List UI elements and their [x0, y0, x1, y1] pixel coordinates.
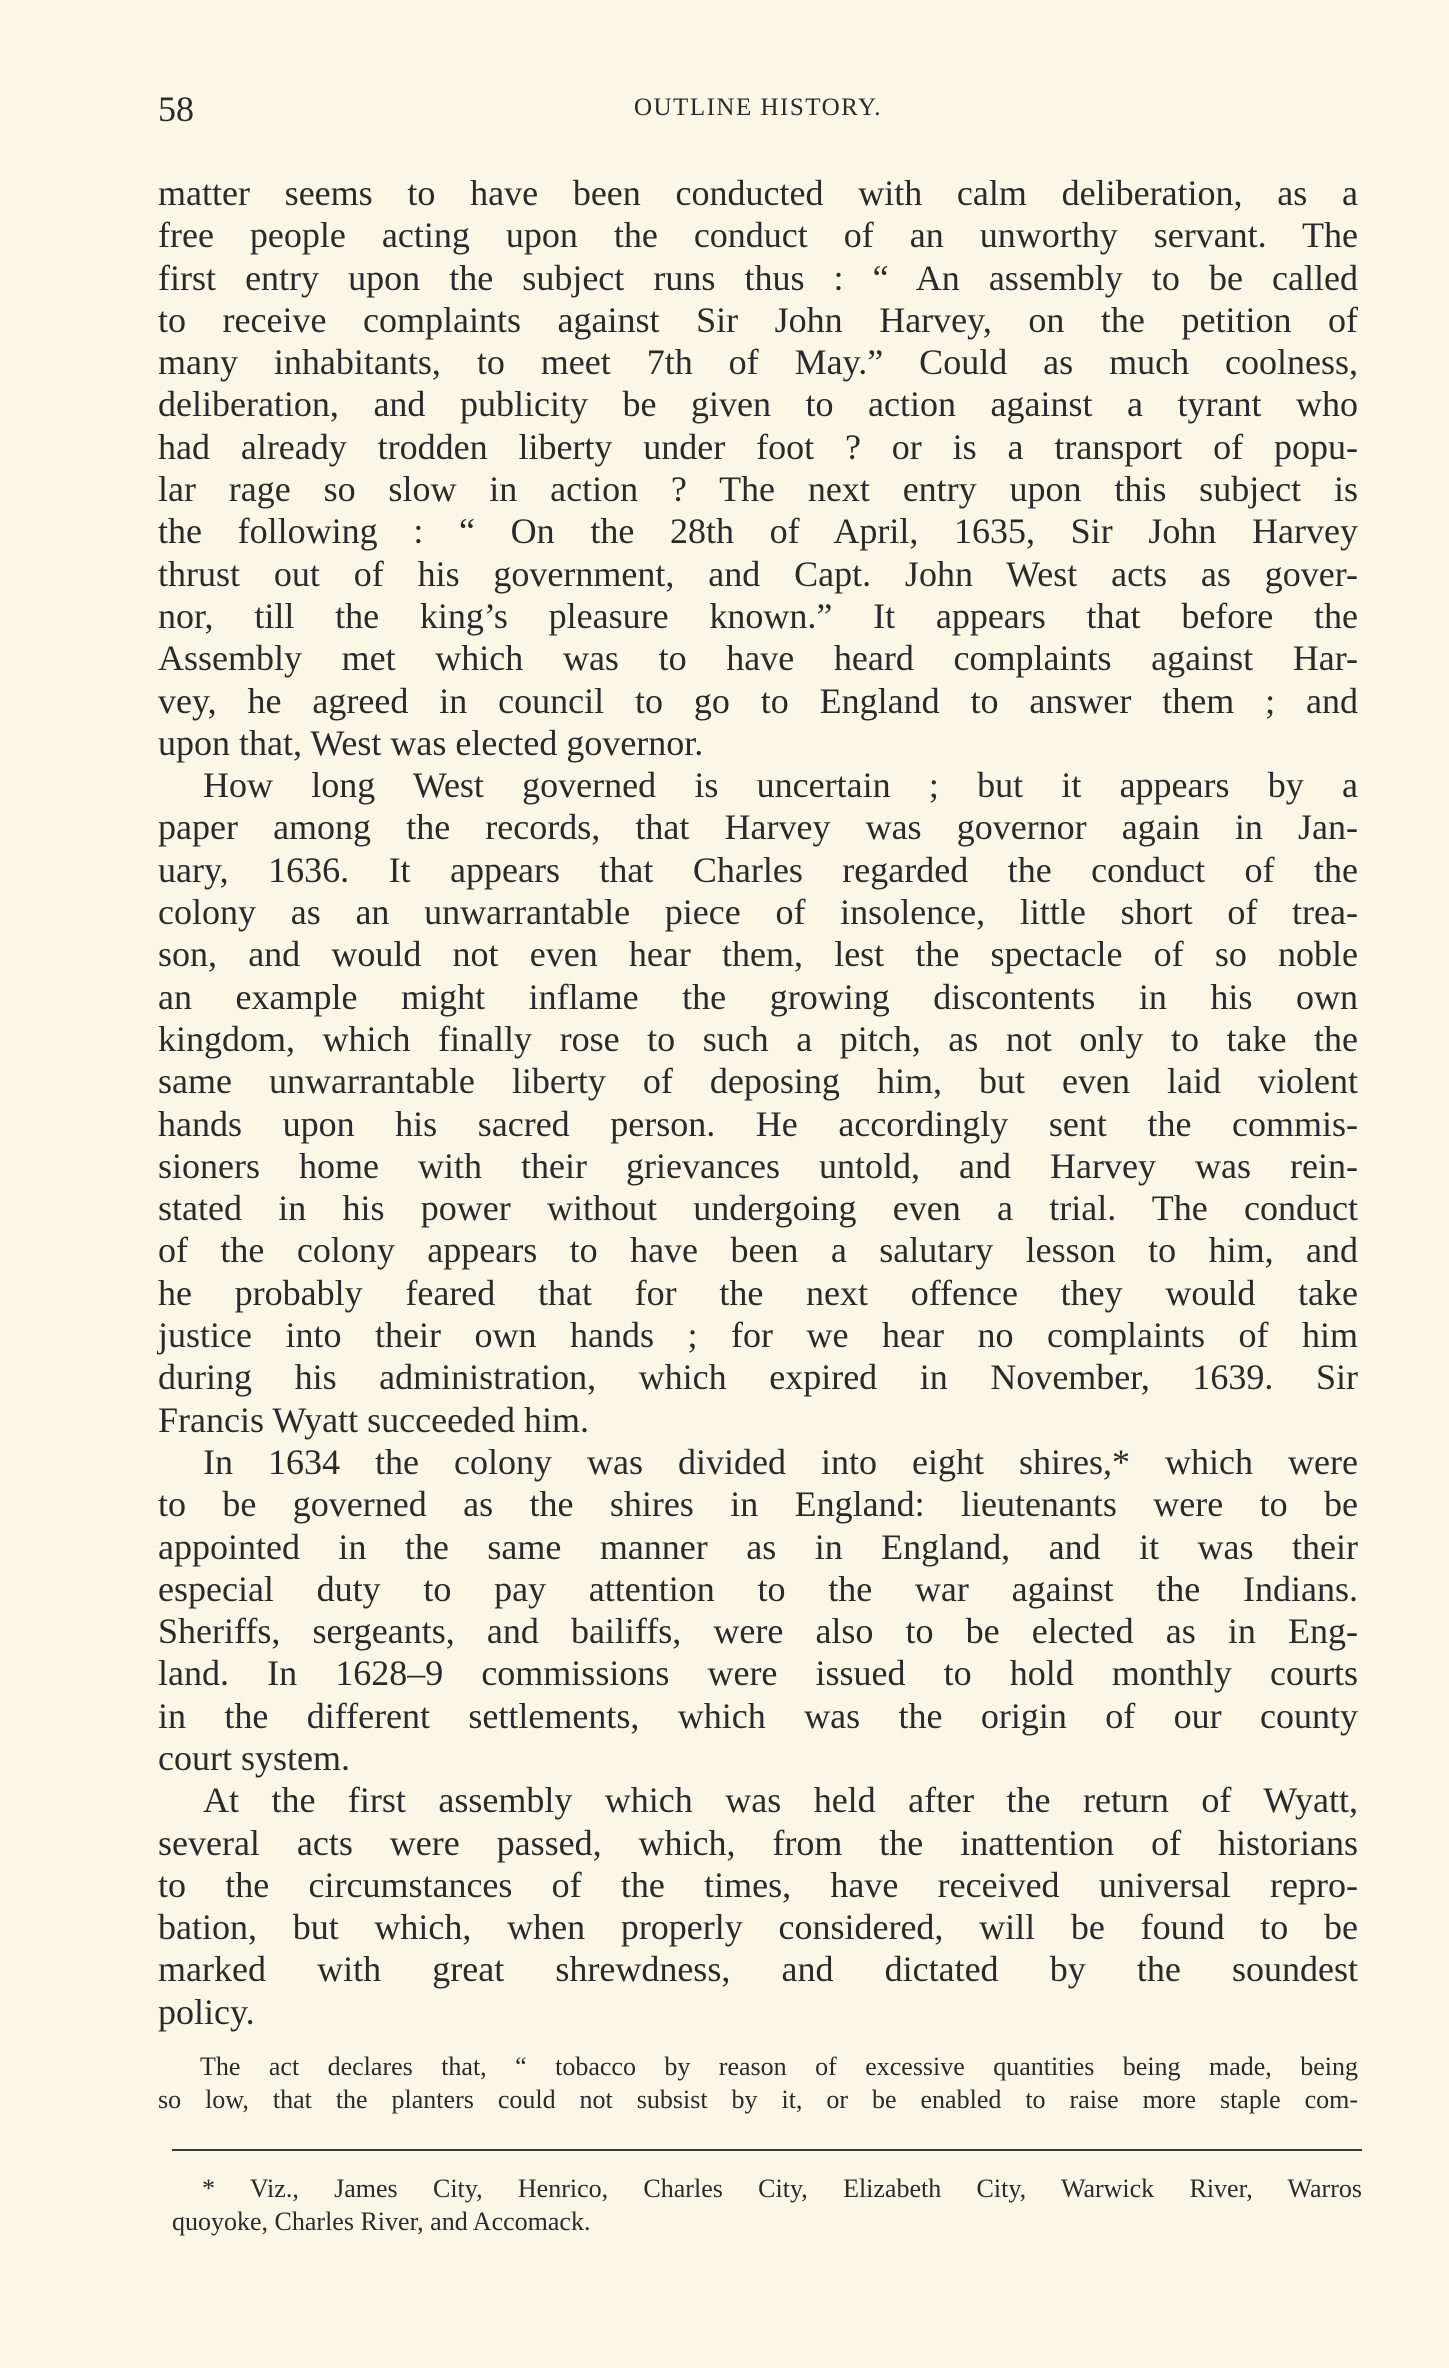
text-line: hands upon his sacred person. He accordingly sent the commis- — [158, 1103, 1358, 1144]
text-line: lar rage so slow in action ? The next entry upon this subject is — [158, 469, 1358, 510]
text-line: especial duty to pay attention to the war against the Indians. — [158, 1568, 1358, 1609]
text-line: of the colony appears to have been a salutary lesson to him, and — [158, 1230, 1358, 1271]
text-line: matter seems to have been conducted with calm deliberation, as a — [158, 173, 1358, 213]
text-line: upon that, West was elected governor. — [158, 722, 704, 763]
text-line: to be governed as the shires in England: lieutenants were to be — [158, 1484, 1358, 1525]
text-line: vey, he agreed in council to go to England to answer them ; and — [158, 680, 1358, 721]
footnote — [172, 2172, 1362, 2238]
text-line: court system. — [158, 1737, 350, 1778]
text-line: In 1634 the colony was divided into eight shires,* which were — [203, 1441, 1358, 1482]
text-line: free people acting upon the conduct of an unworthy servant. The — [158, 215, 1358, 256]
text-line: stated in his power without undergoing even a trial. The conduct — [158, 1188, 1358, 1229]
text-line: Francis Wyatt succeeded him. — [158, 1399, 590, 1440]
text-line: bation, but which, when properly considered, will be found to be — [158, 1907, 1358, 1948]
paragraph — [158, 172, 1358, 764]
text-line: several acts were passed, which, from the inattention of historians — [158, 1822, 1358, 1863]
text-line: sioners home with their grievances untold, and Harvey was rein- — [158, 1145, 1358, 1186]
footnote-divider — [172, 2149, 1362, 2151]
text-line: nor, till the king’s pleasure known.” It appears that before the — [158, 595, 1358, 636]
text-line: to receive complaints against Sir John Harvey, on the petition of — [158, 299, 1358, 340]
note-line: so low, that the planters could not subsist by it, or be enabled to raise more staple com- — [158, 2085, 1358, 2114]
running-title: OUTLINE HISTORY. — [633, 94, 883, 121]
text-line: How long West governed is uncertain ; but it appears by a — [203, 765, 1358, 806]
text-line: At the first assembly which was held after the return of Wyatt, — [203, 1780, 1358, 1821]
text-line: Assembly met which was to have heard complaints against Har- — [158, 638, 1358, 679]
paragraph — [158, 1441, 1358, 1779]
text-line: an example might inflame the growing discontents in his own — [158, 976, 1358, 1017]
text-line: in the different settlements, which was the origin of our county — [158, 1695, 1358, 1736]
text-line: son, and would not even hear them, lest the spectacle of so noble — [158, 934, 1358, 975]
paragraph — [158, 764, 1358, 1441]
page-header — [158, 88, 1358, 132]
text-line: first entry upon the subject runs thus : “ An assembly to be called — [158, 257, 1358, 298]
text-line: policy. — [158, 1991, 255, 2032]
text-line: uary, 1636. It appears that Charles regarded the conduct of the — [158, 849, 1358, 890]
text-line: land. In 1628–9 commissions were issued to hold monthly courts — [158, 1653, 1358, 1694]
text-line: thrust out of his government, and Capt. John West acts as gover- — [158, 553, 1358, 594]
footnote-line: * Viz., James City, Henrico, Charles City, Elizabeth City, Warwick River, Warros — [202, 2174, 1362, 2203]
footnote-line: quoyoke, Charles River, and Accomack. — [172, 2207, 591, 2236]
text-line: kingdom, which finally rose to such a pitch, as not only to take the — [158, 1018, 1358, 1059]
text-line: to the circumstances of the times, have received universal repro- — [158, 1864, 1358, 1905]
text-line: paper among the records, that Harvey was governor again in Jan- — [158, 807, 1358, 848]
text-line: many inhabitants, to meet 7th of May.” Could as much coolness, — [158, 342, 1358, 383]
page-number: 58 — [158, 89, 194, 129]
text-line: marked with great shrewdness, and dictated by the soundest — [158, 1949, 1358, 1990]
text-line: Sheriffs, sergeants, and bailiffs, were also to be elected as in Eng- — [158, 1611, 1358, 1652]
text-line: same unwarrantable liberty of deposing him, but even laid violent — [158, 1061, 1358, 1102]
paragraph — [158, 1779, 1358, 2033]
text-line: justice into their own hands ; for we hear no complaints of him — [158, 1315, 1358, 1356]
text-line: had already trodden liberty under foot ? or is a transport of popu- — [158, 426, 1358, 467]
text-line: he probably feared that for the next offence they would take — [158, 1272, 1358, 1313]
text-line: the following : “ On the 28th of April, 1635, Sir John Harvey — [158, 511, 1358, 552]
text-line: colony as an unwarrantable piece of insolence, little short of trea- — [158, 892, 1358, 933]
body-text — [158, 172, 1358, 2033]
quoted-note — [158, 2050, 1358, 2116]
text-line: during his administration, which expired in November, 1639. Sir — [158, 1357, 1358, 1398]
note-line: The act declares that, “ tobacco by reason of excessive quantities being made, being — [200, 2052, 1358, 2081]
text-line: deliberation, and publicity be given to action against a tyrant who — [158, 384, 1358, 425]
text-line: appointed in the same manner as in England, and it was their — [158, 1526, 1358, 1567]
